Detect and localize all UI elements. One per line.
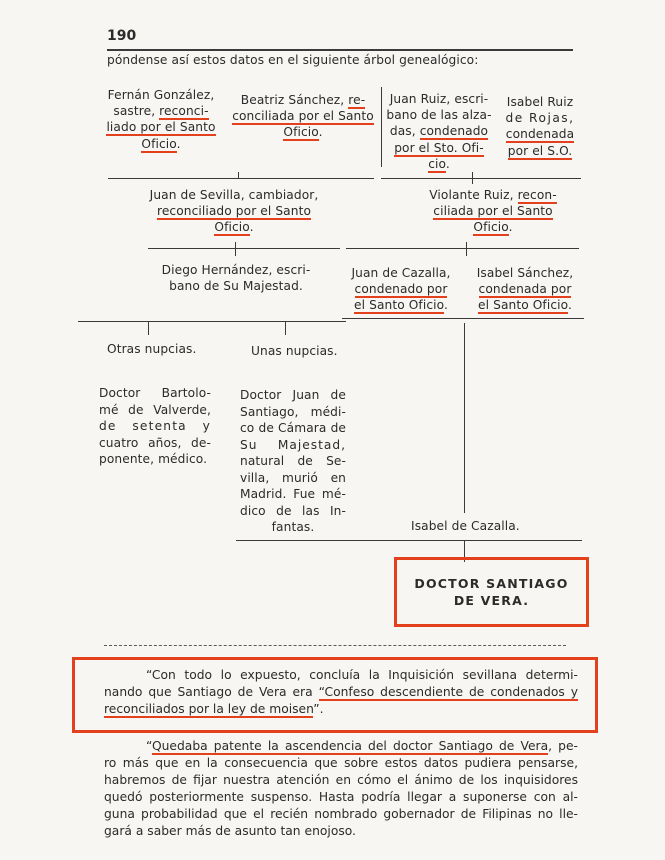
juan-de-sevilla: Juan de Sevilla, cambiador, reconciliado por el Santo Oficio. — [149, 188, 319, 235]
doctor-santiago-de-vera: DOCTOR SANTIAGO DE VERA. — [414, 576, 569, 608]
page-number: 190 — [107, 28, 137, 44]
connector — [346, 248, 579, 249]
connector — [148, 321, 149, 335]
connector — [381, 178, 581, 179]
beatriz-sanchez: Beatriz Sánchez, re- conciliada por el Santo Oficio. — [232, 93, 374, 140]
doctor-bartolome: Doctor Bartolo- mé de Valverde, de setenta y cuatro años, de- ponente, médico. — [99, 386, 211, 466]
dashed-separator — [104, 645, 566, 646]
connector — [466, 242, 467, 256]
connector — [464, 323, 465, 513]
header-rule — [107, 49, 573, 51]
doctor-juan-de-santiago: Doctor Juan de Santiago, médi- co de Cámara de Su Majestad, natural de Se- villa, murió en Madrid. Fue mé- dico de las In- fantas. — [240, 388, 346, 534]
connector — [342, 318, 584, 319]
fernan-gonzalez: Fernán González, sastre, reconci- liado por el Santo Oficio. — [106, 88, 216, 151]
intro-text: póndense así estos datos en el siguiente árbol genealógico: — [107, 53, 479, 67]
diego-hernandez: Diego Hernández, escri- bano de Su Majestad. — [161, 263, 311, 294]
otras-nupcias: Otras nupcias. — [107, 342, 197, 356]
connector — [285, 321, 286, 335]
body-paragraph: “Quedaba patente la ascendencia del doctor Santiago de Vera, pe- ro más que en la consecuencia que sobre estos datos pudiera pensarse, habremos de fijar nuestra atención en cómo el ánimo de los inquisidores quedó posteriormente suspenso. Hasta podría llegar a suponerse con al- guna probabilidad que el recién nombrado gobernador de Filipinas no lle- gará a saber más de asunto tan enojoso. — [104, 739, 578, 838]
connector — [78, 321, 346, 322]
unas-nupcias: Unas nupcias. — [251, 344, 338, 358]
juan-ruiz: Juan Ruiz, escri- bano de las alza- das, condenado por el Sto. Ofi- cio. — [386, 92, 492, 171]
connector — [236, 540, 582, 541]
connector — [148, 248, 340, 249]
isabel-de-cazalla: Isabel de Cazalla. — [411, 519, 520, 533]
quote-paragraph: “Con todo lo expuesto, concluía la Inquisición sevillana determi- nando que Santiago de Vera era “Confeso descendiente de condenados y reconciliados por la ley de moisen”. — [104, 668, 578, 716]
connector — [235, 242, 236, 256]
juan-de-cazalla: Juan de Cazalla, condenado por el Santo Oficio. — [351, 266, 451, 313]
connector — [472, 172, 473, 184]
isabel-ruiz: Isabel Ruiz de Rojas, condenada por el S.O. — [505, 95, 575, 158]
connector — [238, 172, 239, 179]
connector — [108, 178, 374, 179]
violante-ruiz: Violante Ruiz, recon- ciliada por el Santo Oficio. — [429, 188, 557, 235]
isabel-sanchez: Isabel Sánchez, condenada por el Santo Oficio. — [476, 266, 574, 313]
